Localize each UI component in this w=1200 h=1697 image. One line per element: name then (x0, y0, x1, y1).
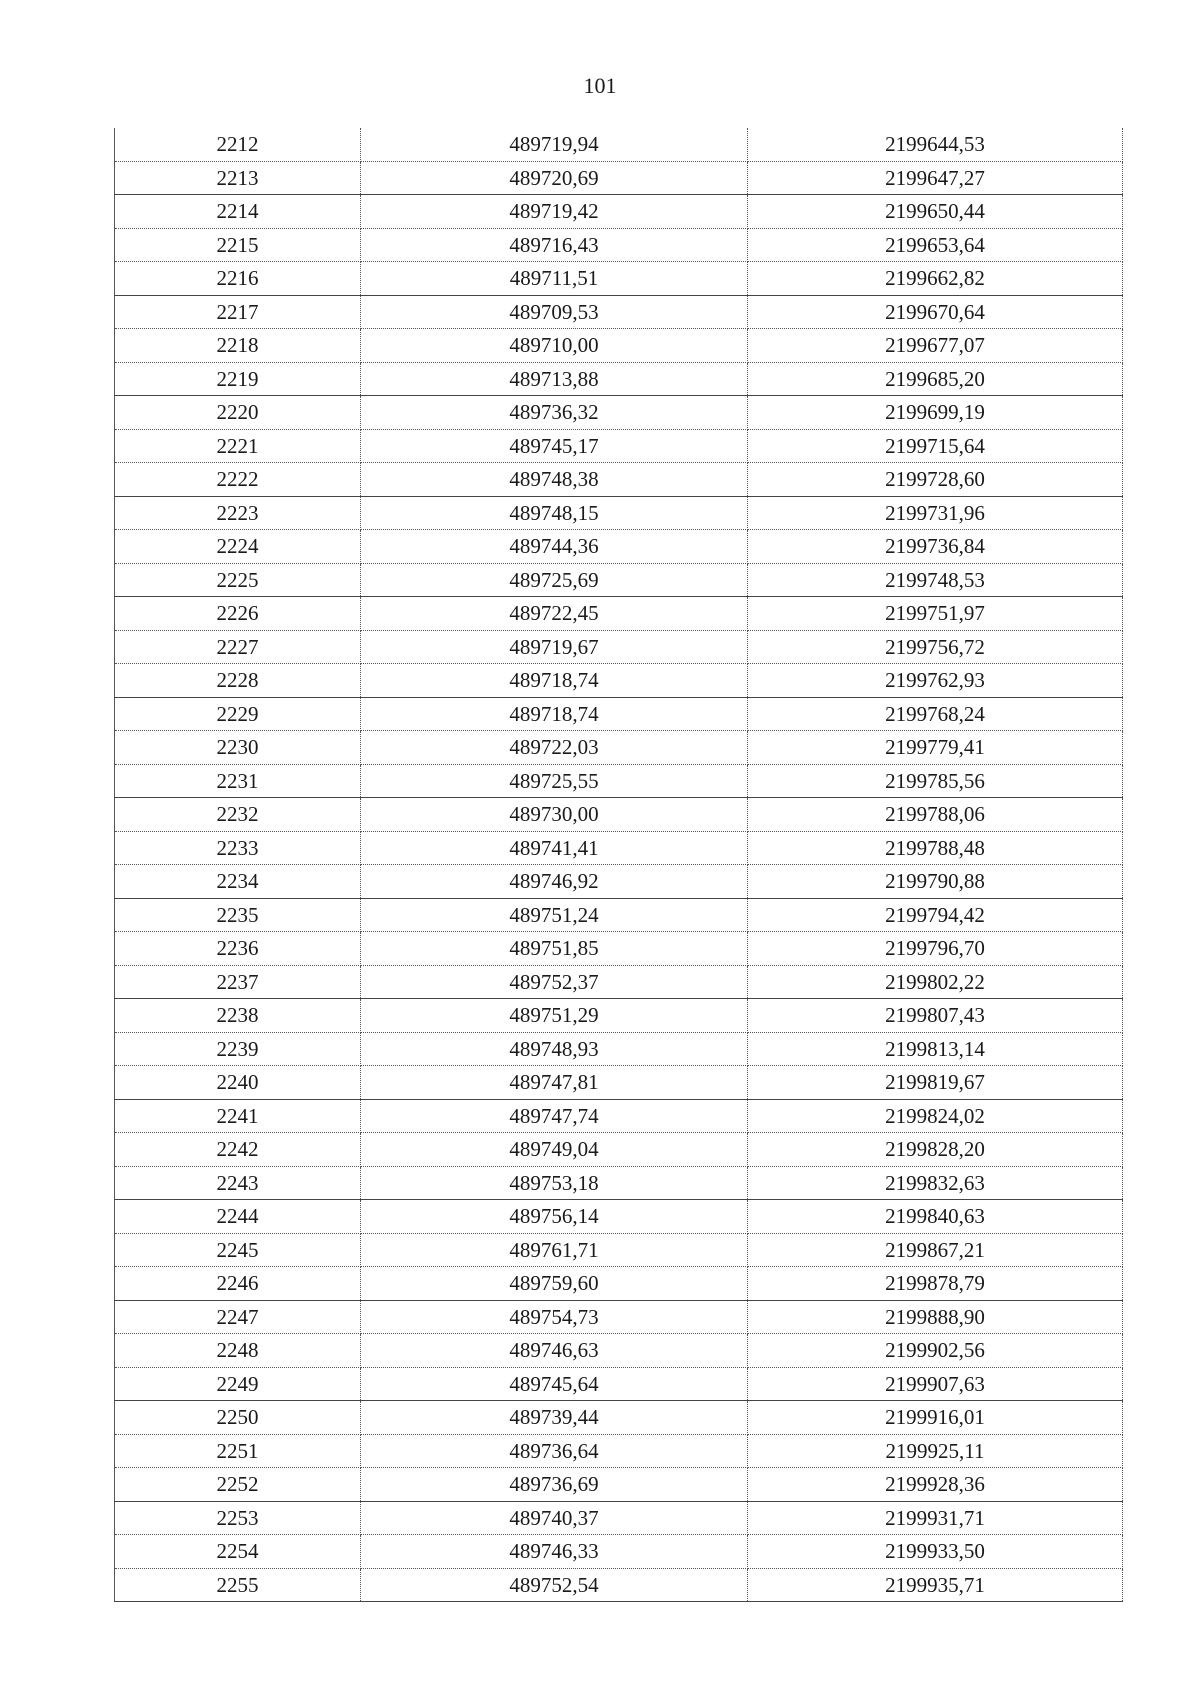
x-coordinate-cell: 489748,93 (361, 1032, 748, 1066)
x-coordinate-cell: 489749,04 (361, 1133, 748, 1167)
table-row (115, 898, 1123, 932)
y-coordinate-cell: 2199650,44 (748, 195, 1123, 229)
y-coordinate-cell: 2199824,02 (748, 1099, 1123, 1133)
table-row (115, 1501, 1123, 1535)
x-coordinate-cell: 489719,94 (361, 128, 748, 161)
y-coordinate-cell: 2199736,84 (748, 530, 1123, 564)
y-coordinate-cell: 2199731,96 (748, 496, 1123, 530)
point-number-cell: 2242 (115, 1133, 361, 1167)
table-row (115, 1367, 1123, 1401)
x-coordinate-cell: 489725,55 (361, 764, 748, 798)
table-row (115, 731, 1123, 765)
table-row (115, 1535, 1123, 1569)
table-row (115, 262, 1123, 296)
point-number-cell: 2246 (115, 1267, 361, 1301)
point-number-cell: 2254 (115, 1535, 361, 1569)
x-coordinate-cell: 489745,64 (361, 1367, 748, 1401)
point-number-cell: 2241 (115, 1099, 361, 1133)
y-coordinate-cell: 2199794,42 (748, 898, 1123, 932)
y-coordinate-cell: 2199728,60 (748, 463, 1123, 497)
table-row (115, 865, 1123, 899)
y-coordinate-cell: 2199756,72 (748, 630, 1123, 664)
table-row (115, 630, 1123, 664)
table-row (115, 1233, 1123, 1267)
y-coordinate-cell: 2199907,63 (748, 1367, 1123, 1401)
y-coordinate-cell: 2199779,41 (748, 731, 1123, 765)
table-row (115, 932, 1123, 966)
y-coordinate-cell: 2199807,43 (748, 999, 1123, 1033)
table-row (115, 161, 1123, 195)
point-number-cell: 2212 (115, 128, 361, 161)
x-coordinate-cell: 489710,00 (361, 329, 748, 363)
point-number-cell: 2217 (115, 295, 361, 329)
x-coordinate-cell: 489748,38 (361, 463, 748, 497)
table-row (115, 1200, 1123, 1234)
y-coordinate-cell: 2199832,63 (748, 1166, 1123, 1200)
point-number-cell: 2237 (115, 965, 361, 999)
x-coordinate-cell: 489722,03 (361, 731, 748, 765)
table-row (115, 798, 1123, 832)
y-coordinate-cell: 2199935,71 (748, 1568, 1123, 1602)
table-row (115, 1300, 1123, 1334)
point-number-cell: 2224 (115, 530, 361, 564)
x-coordinate-cell: 489753,18 (361, 1166, 748, 1200)
x-coordinate-cell: 489741,41 (361, 831, 748, 865)
table-row (115, 329, 1123, 363)
x-coordinate-cell: 489751,85 (361, 932, 748, 966)
y-coordinate-cell: 2199751,97 (748, 597, 1123, 631)
table-row (115, 764, 1123, 798)
x-coordinate-cell: 489761,71 (361, 1233, 748, 1267)
x-coordinate-cell: 489719,42 (361, 195, 748, 229)
point-number-cell: 2245 (115, 1233, 361, 1267)
point-number-cell: 2213 (115, 161, 361, 195)
point-number-cell: 2247 (115, 1300, 361, 1334)
point-number-cell: 2238 (115, 999, 361, 1033)
table-row (115, 1166, 1123, 1200)
table-row (115, 664, 1123, 698)
table-row (115, 965, 1123, 999)
x-coordinate-cell: 489746,92 (361, 865, 748, 899)
x-coordinate-cell: 489747,81 (361, 1066, 748, 1100)
point-number-cell: 2234 (115, 865, 361, 899)
x-coordinate-cell: 489736,64 (361, 1434, 748, 1468)
table-row (115, 530, 1123, 564)
y-coordinate-cell: 2199788,06 (748, 798, 1123, 832)
x-coordinate-cell: 489751,29 (361, 999, 748, 1033)
y-coordinate-cell: 2199802,22 (748, 965, 1123, 999)
coordinates-table (114, 128, 1123, 1602)
y-coordinate-cell: 2199644,53 (748, 128, 1123, 161)
table-row (115, 463, 1123, 497)
x-coordinate-cell: 489744,36 (361, 530, 748, 564)
x-coordinate-cell: 489739,44 (361, 1401, 748, 1435)
y-coordinate-cell: 2199748,53 (748, 563, 1123, 597)
x-coordinate-cell: 489730,00 (361, 798, 748, 832)
point-number-cell: 2236 (115, 932, 361, 966)
x-coordinate-cell: 489740,37 (361, 1501, 748, 1535)
table-row (115, 195, 1123, 229)
table-row (115, 496, 1123, 530)
point-number-cell: 2240 (115, 1066, 361, 1100)
point-number-cell: 2243 (115, 1166, 361, 1200)
table-row (115, 362, 1123, 396)
y-coordinate-cell: 2199762,93 (748, 664, 1123, 698)
x-coordinate-cell: 489711,51 (361, 262, 748, 296)
x-coordinate-cell: 489752,54 (361, 1568, 748, 1602)
table-row (115, 396, 1123, 430)
point-number-cell: 2228 (115, 664, 361, 698)
x-coordinate-cell: 489748,15 (361, 496, 748, 530)
x-coordinate-cell: 489752,37 (361, 965, 748, 999)
y-coordinate-cell: 2199813,14 (748, 1032, 1123, 1066)
y-coordinate-cell: 2199796,70 (748, 932, 1123, 966)
x-coordinate-cell: 489722,45 (361, 597, 748, 631)
y-coordinate-cell: 2199828,20 (748, 1133, 1123, 1167)
x-coordinate-cell: 489725,69 (361, 563, 748, 597)
point-number-cell: 2231 (115, 764, 361, 798)
table-row (115, 831, 1123, 865)
x-coordinate-cell: 489718,74 (361, 697, 748, 731)
point-number-cell: 2239 (115, 1032, 361, 1066)
x-coordinate-cell: 489754,73 (361, 1300, 748, 1334)
point-number-cell: 2248 (115, 1334, 361, 1368)
point-number-cell: 2233 (115, 831, 361, 865)
x-coordinate-cell: 489736,32 (361, 396, 748, 430)
point-number-cell: 2253 (115, 1501, 361, 1535)
y-coordinate-cell: 2199888,90 (748, 1300, 1123, 1334)
coordinates-table-body (115, 128, 1123, 1602)
point-number-cell: 2227 (115, 630, 361, 664)
y-coordinate-cell: 2199925,11 (748, 1434, 1123, 1468)
x-coordinate-cell: 489747,74 (361, 1099, 748, 1133)
table-row (115, 1133, 1123, 1167)
point-number-cell: 2218 (115, 329, 361, 363)
y-coordinate-cell: 2199699,19 (748, 396, 1123, 430)
x-coordinate-cell: 489759,60 (361, 1267, 748, 1301)
x-coordinate-cell: 489756,14 (361, 1200, 748, 1234)
x-coordinate-cell: 489745,17 (361, 429, 748, 463)
point-number-cell: 2222 (115, 463, 361, 497)
table-row (115, 697, 1123, 731)
y-coordinate-cell: 2199928,36 (748, 1468, 1123, 1502)
point-number-cell: 2235 (115, 898, 361, 932)
y-coordinate-cell: 2199902,56 (748, 1334, 1123, 1368)
x-coordinate-cell: 489713,88 (361, 362, 748, 396)
table-row (115, 999, 1123, 1033)
point-number-cell: 2250 (115, 1401, 361, 1435)
point-number-cell: 2225 (115, 563, 361, 597)
table-row (115, 563, 1123, 597)
y-coordinate-cell: 2199867,21 (748, 1233, 1123, 1267)
y-coordinate-cell: 2199916,01 (748, 1401, 1123, 1435)
y-coordinate-cell: 2199670,64 (748, 295, 1123, 329)
table-row (115, 1434, 1123, 1468)
y-coordinate-cell: 2199819,67 (748, 1066, 1123, 1100)
point-number-cell: 2255 (115, 1568, 361, 1602)
x-coordinate-cell: 489718,74 (361, 664, 748, 698)
y-coordinate-cell: 2199653,64 (748, 228, 1123, 262)
table-row (115, 295, 1123, 329)
x-coordinate-cell: 489746,33 (361, 1535, 748, 1569)
table-row (115, 429, 1123, 463)
y-coordinate-cell: 2199677,07 (748, 329, 1123, 363)
y-coordinate-cell: 2199790,88 (748, 865, 1123, 899)
x-coordinate-cell: 489716,43 (361, 228, 748, 262)
point-number-cell: 2229 (115, 697, 361, 731)
y-coordinate-cell: 2199788,48 (748, 831, 1123, 865)
point-number-cell: 2232 (115, 798, 361, 832)
y-coordinate-cell: 2199878,79 (748, 1267, 1123, 1301)
point-number-cell: 2219 (115, 362, 361, 396)
x-coordinate-cell: 489720,69 (361, 161, 748, 195)
table-row (115, 228, 1123, 262)
point-number-cell: 2215 (115, 228, 361, 262)
y-coordinate-cell: 2199647,27 (748, 161, 1123, 195)
y-coordinate-cell: 2199931,71 (748, 1501, 1123, 1535)
table-row (115, 1468, 1123, 1502)
table-row (115, 128, 1123, 161)
point-number-cell: 2226 (115, 597, 361, 631)
point-number-cell: 2251 (115, 1434, 361, 1468)
x-coordinate-cell: 489751,24 (361, 898, 748, 932)
point-number-cell: 2252 (115, 1468, 361, 1502)
table-row (115, 1267, 1123, 1301)
point-number-cell: 2221 (115, 429, 361, 463)
page-number: 101 (583, 73, 617, 98)
y-coordinate-cell: 2199840,63 (748, 1200, 1123, 1234)
table-row (115, 1334, 1123, 1368)
point-number-cell: 2244 (115, 1200, 361, 1234)
table-row (115, 597, 1123, 631)
y-coordinate-cell: 2199715,64 (748, 429, 1123, 463)
point-number-cell: 2223 (115, 496, 361, 530)
y-coordinate-cell: 2199662,82 (748, 262, 1123, 296)
point-number-cell: 2249 (115, 1367, 361, 1401)
point-number-cell: 2220 (115, 396, 361, 430)
point-number-cell: 2214 (115, 195, 361, 229)
x-coordinate-cell: 489719,67 (361, 630, 748, 664)
y-coordinate-cell: 2199685,20 (748, 362, 1123, 396)
point-number-cell: 2230 (115, 731, 361, 765)
y-coordinate-cell: 2199785,56 (748, 764, 1123, 798)
x-coordinate-cell: 489746,63 (361, 1334, 748, 1368)
table-row (115, 1066, 1123, 1100)
x-coordinate-cell: 489709,53 (361, 295, 748, 329)
table-row (115, 1099, 1123, 1133)
x-coordinate-cell: 489736,69 (361, 1468, 748, 1502)
table-row (115, 1568, 1123, 1602)
table-row (115, 1032, 1123, 1066)
y-coordinate-cell: 2199768,24 (748, 697, 1123, 731)
y-coordinate-cell: 2199933,50 (748, 1535, 1123, 1569)
table-row (115, 1401, 1123, 1435)
point-number-cell: 2216 (115, 262, 361, 296)
